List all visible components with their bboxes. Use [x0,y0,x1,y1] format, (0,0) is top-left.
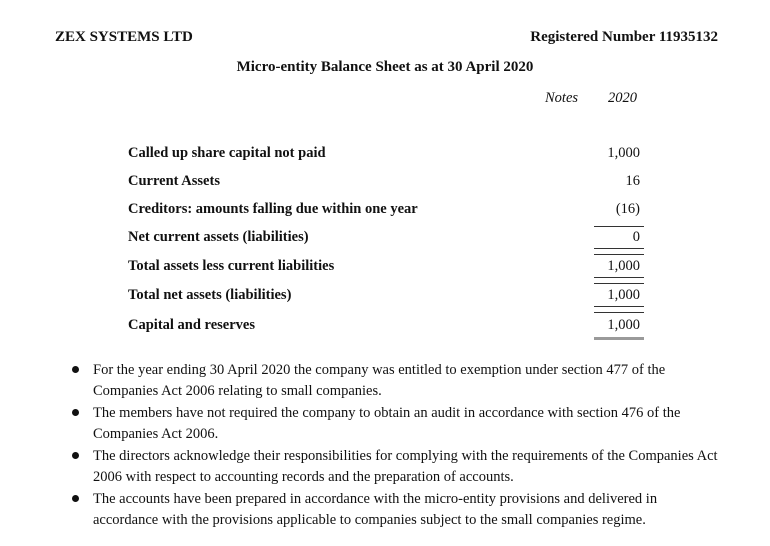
row-value-total-assets-less-current-liabilities: 1,000 [607,258,640,274]
statement-text: The directors acknowledge their responsibilities for complying with the requirements of the Companies Act 2006 with respect to accounting records and the preparation of accounts. [93,448,718,485]
row-label-net-current-assets: Net current assets (liabilities) [128,229,309,245]
list-item [93,446,725,488]
rule-above-total-assets [594,254,644,255]
statement-text: For the year ending 30 April 2020 the company was entitled to exemption under section 477 of the Companies Act 2006 relating to small companies. [93,362,666,399]
rule-above-total-net-assets [594,283,644,284]
row-value-net-current-assets: 0 [632,229,640,245]
bullet-icon [72,452,79,459]
list-item [93,360,725,402]
row-label-current-assets: Current Assets [128,173,220,189]
list-item [93,489,725,531]
bullet-icon [72,495,79,502]
rule-above-capital-and-reserves [594,312,644,313]
statements-list [93,360,725,532]
registered-number: Registered Number 11935132 [530,29,718,45]
rule-above-net-current-assets [594,226,644,227]
notes-column-header: Notes [545,90,579,106]
row-value-creditors: (16) [615,201,640,217]
row-value-capital-and-reserves: 1,000 [607,317,640,333]
list-item [93,403,725,445]
row-value-called-up-share-capital: 1,000 [607,145,640,161]
row-value-current-assets: 16 [625,173,640,189]
row-label-total-assets-less-current-liabilities: Total assets less current liabilities [128,258,335,274]
row-label-creditors: Creditors: amounts falling due within one year [128,201,418,217]
row-label-total-net-assets: Total net assets (liabilities) [128,287,292,303]
rule-below-total-assets [594,277,644,278]
row-value-total-net-assets: 1,000 [607,287,640,303]
statement-text: The accounts have been prepared in accordance with the micro-entity provisions and delivered in accordance with the provisions applicable to companies subject to the small companies regime. [93,491,658,528]
company-name: ZEX SYSTEMS LTD [55,29,193,45]
bullet-icon [72,409,79,416]
rule-below-capital-and-reserves [594,337,644,340]
statement-text: The members have not required the company to obtain an audit in accordance with section 476 of the Companies Act 2006. [93,405,681,442]
year-column-header: 2020 [608,90,637,106]
rule-below-total-net-assets [594,306,644,307]
rule-below-net-current-assets [594,248,644,249]
row-label-called-up-share-capital: Called up share capital not paid [128,145,326,161]
row-label-capital-and-reserves: Capital and reserves [128,317,256,333]
bullet-icon [72,366,79,373]
balance-sheet-title: Micro-entity Balance Sheet as at 30 April 2020 [236,59,534,75]
